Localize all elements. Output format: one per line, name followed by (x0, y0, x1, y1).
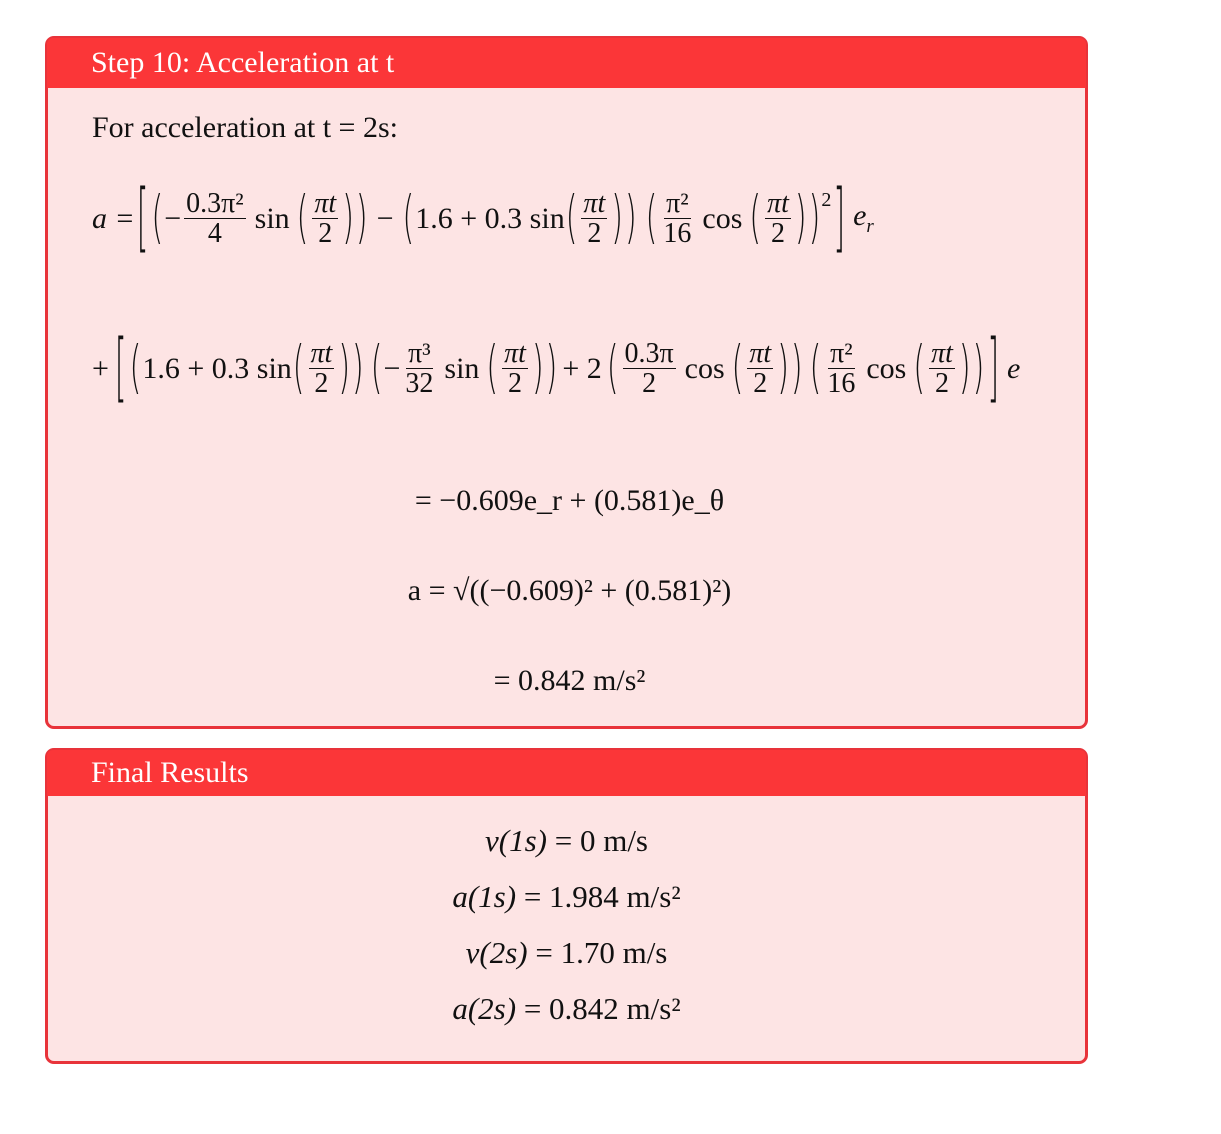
paren-open: ( (292, 335, 305, 403)
frac-num: πt (583, 188, 606, 219)
paren-close: ) (808, 185, 821, 253)
term-1-6-plus-sin: 1.6 + 0.3 sin (142, 351, 292, 385)
frac-num: 0.3π (624, 338, 674, 369)
frac-num: π³ (408, 338, 431, 369)
paren-open: ( (129, 335, 142, 403)
frac-den: 2 (587, 218, 602, 250)
term-1-6-plus-sin: 1.6 + 0.3 sin (415, 201, 565, 235)
basis-e-theta: e (1007, 351, 1021, 385)
frac-pit-over-2 (502, 339, 528, 399)
acceleration-equation-line-1 (92, 175, 874, 263)
bracket-close: ] (987, 325, 1000, 413)
frac-den: 2 (318, 218, 333, 250)
sin-op: sin (444, 351, 480, 385)
minus-sign: − (383, 351, 401, 385)
paren-close: ) (794, 185, 807, 253)
frac-pit-over-2 (747, 339, 773, 399)
result-value: = 1.984 m/s² (516, 879, 681, 914)
paren-open: ( (913, 335, 926, 403)
bracket-open: [ (114, 325, 127, 413)
sin-op: sin (254, 201, 290, 235)
frac-den: 2 (753, 368, 768, 400)
cos-op: cos (702, 201, 743, 235)
square-exponent: 2 (821, 189, 832, 211)
paren-close: ) (352, 335, 364, 403)
frac-num: πt (310, 338, 333, 369)
result-label: a(1s) (452, 879, 517, 914)
frac-num: πt (931, 338, 953, 369)
frac-num: πt (314, 188, 337, 219)
paren-close: ) (777, 335, 789, 403)
paren-open: ( (565, 185, 578, 253)
frac-pit-over-2 (929, 339, 955, 399)
frac-num: πt (504, 338, 526, 369)
paren-close: ) (531, 335, 544, 403)
result-value: = 0 m/s (546, 823, 648, 858)
frac-pit-over-2 (312, 189, 338, 249)
acceleration-magnitude-value: = 0.842 m/s² (493, 664, 646, 697)
paren-open: ( (486, 335, 499, 403)
result-value: = 1.70 m/s (527, 935, 668, 970)
final-results-list (48, 796, 1085, 1037)
frac-den: 16 (827, 368, 856, 400)
frac-den: 2 (508, 368, 523, 400)
step-10-header (47, 38, 1086, 88)
step-10-title: Step 10: Acceleration at t (91, 46, 395, 79)
acceleration-equation-line-2 (92, 325, 1021, 413)
paren-open: ( (731, 335, 744, 403)
bracket-open: [ (136, 175, 149, 263)
result-value: = 0.842 m/s² (516, 991, 681, 1026)
final-results-box (45, 748, 1088, 1064)
frac-pit-over-2 (581, 189, 607, 249)
result-row (48, 925, 1085, 981)
eq1-lhs: a = (92, 201, 135, 235)
basis-subscript: r (866, 216, 874, 238)
cos-op: cos (684, 351, 725, 385)
paren-close: ) (624, 185, 637, 253)
paren-open: ( (370, 335, 383, 403)
frac-num: πt (749, 338, 772, 369)
paren-open: ( (645, 185, 658, 253)
result-row (48, 869, 1085, 925)
frac-0-3pi2-over-4 (184, 189, 246, 249)
frac-den: 2 (314, 368, 329, 400)
paren-close: ) (790, 335, 803, 403)
paren-close: ) (972, 335, 985, 403)
paren-close: ) (355, 185, 368, 253)
frac-pi2-over-16 (825, 339, 857, 399)
paren-open: ( (151, 185, 164, 253)
frac-num: π² (666, 188, 689, 219)
paren-open: ( (606, 335, 619, 403)
frac-den: 2 (771, 218, 786, 250)
final-results-header (47, 750, 1086, 796)
frac-pi2-over-16 (661, 189, 693, 249)
result-label: a(2s) (452, 991, 517, 1026)
frac-den: 2 (934, 368, 949, 400)
frac-num: π² (830, 338, 853, 369)
paren-close: ) (342, 185, 354, 253)
paren-open: ( (296, 185, 309, 253)
plus-two: + 2 (562, 351, 602, 385)
frac-den: 2 (642, 368, 657, 400)
result-label: v(2s) (465, 935, 528, 970)
paren-close: ) (338, 335, 351, 403)
frac-0-3pi-over-2 (623, 339, 676, 399)
basis-e-r (853, 199, 874, 238)
result-row (48, 981, 1085, 1037)
intro-text: For acceleration at t = 2s: (92, 111, 398, 144)
minus-op: − (376, 201, 394, 235)
frac-pi3-over-32 (403, 339, 435, 399)
frac-pit-over-2 (309, 339, 335, 399)
acceleration-magnitude-expression: a = √((−0.609)² + (0.581)²) (407, 574, 732, 607)
basis-letter: e (853, 199, 867, 233)
paren-open: ( (749, 185, 762, 253)
minus-sign: − (164, 201, 182, 235)
paren-open: ( (402, 185, 415, 253)
cos-op: cos (866, 351, 907, 385)
frac-pit-over-2 (765, 189, 791, 249)
result-row (48, 813, 1085, 869)
result-label: v(1s) (484, 823, 547, 858)
frac-num: 0.3π² (186, 188, 244, 219)
bracket-close: ] (833, 175, 846, 263)
step-10-box (45, 36, 1088, 729)
paren-close: ) (958, 335, 971, 403)
paren-open: ( (809, 335, 822, 403)
frac-den: 32 (405, 368, 434, 400)
plus-op: + (92, 351, 109, 385)
acceleration-components: = −0.609e_r + (0.581)e_θ (414, 484, 725, 517)
paren-close: ) (545, 335, 558, 403)
final-results-title: Final Results (91, 756, 249, 789)
frac-den: 16 (663, 218, 692, 250)
paren-close: ) (611, 185, 623, 253)
frac-num: πt (767, 188, 789, 219)
frac-den: 4 (207, 218, 222, 250)
